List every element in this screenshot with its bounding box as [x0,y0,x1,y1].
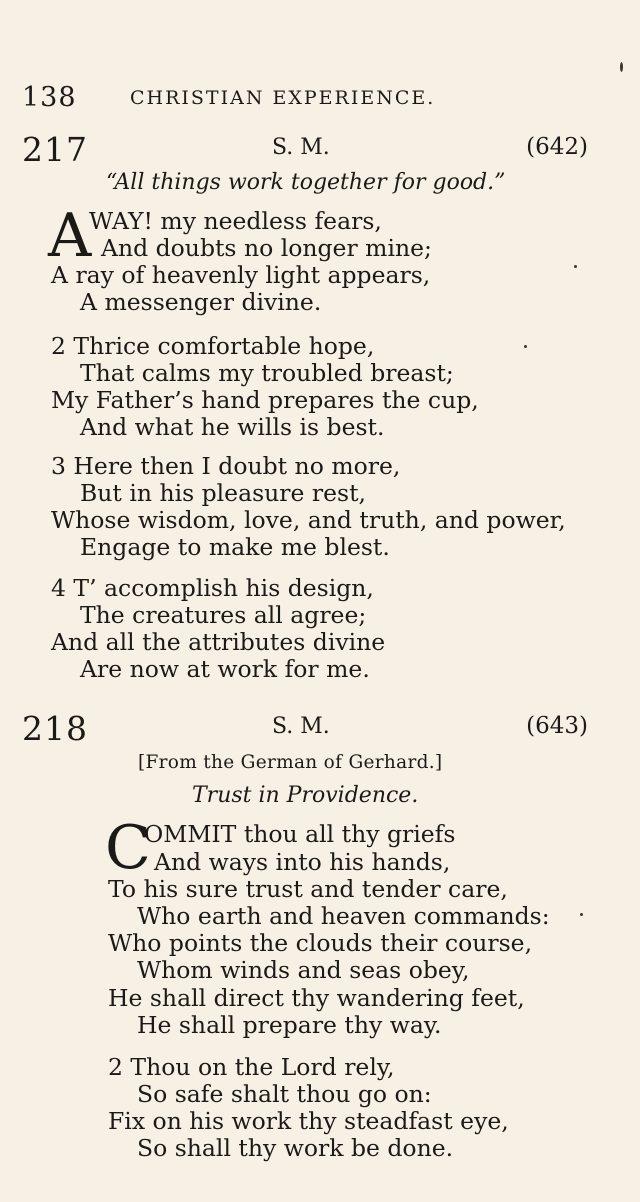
hymn-epigraph: “All things work together for good.” [106,170,506,195]
verse-line: 3 Here then I doubt no more, [51,452,401,480]
verse-line: And ways into his hands, [154,848,451,876]
hymn-meter: S. M. [272,714,330,739]
verse-line: But in his pleasure rest, [80,479,367,507]
verse-line: Engage to make me blest. [80,533,390,561]
hymn-reference: (642) [526,134,588,160]
print-speck [574,265,577,268]
verse-line: That calms my troubled breast; [80,359,454,387]
verse-line: Whom winds and seas obey, [137,956,470,984]
running-head: CHRISTIAN EXPERIENCE. [130,87,436,109]
verse-line: The creatures all agree; [80,601,367,629]
verse-line: And what he wills is best. [80,413,385,441]
verse-line: So shall thy work be done. [137,1134,454,1162]
source-note: [From the German of Gerhard.] [138,752,443,773]
hymn-217-heading [22,130,588,169]
verse-line: WAY! my needless fears, [89,207,382,235]
verse-line: 4 T’ accomplish his design, [51,574,374,602]
page-header [22,82,582,112]
drop-cap: C [105,813,151,883]
verse-line: He shall prepare thy way. [137,1011,442,1039]
hymn-reference: (643) [526,713,588,739]
hymn-meter: S. M. [272,135,330,160]
page-number: 138 [22,82,77,113]
print-speck [524,345,527,348]
verse-line: Whose wisdom, love, and truth, and power, [51,506,566,534]
verse-line: So safe shalt thou go on: [137,1080,432,1108]
verse-line: To his sure trust and tender care, [108,875,508,903]
verse-line: Who earth and heaven commands: [137,902,550,930]
verse-line: Who points the clouds their course, [108,929,533,957]
drop-cap: A [48,201,92,271]
hymn-number: 218 [22,709,88,748]
hymn-number: 217 [22,130,88,169]
verse-line: OMMIT thou all thy griefs [144,820,456,848]
verse-line: My Father’s hand prepares the cup, [51,386,479,414]
hymn-title: Trust in Providence. [192,783,419,808]
verse-line: 2 Thou on the Lord rely, [108,1053,395,1081]
verse-line: And doubts no longer mine; [101,234,432,262]
verse-line: Are now at work for me. [80,655,370,683]
verse-line: 2 Thrice comfortable hope, [51,332,375,360]
verse-line: And all the attributes divine [51,628,386,656]
verse-line: Fix on his work thy steadfast eye, [108,1107,509,1135]
hymn-218-heading [22,709,588,748]
verse-line: A messenger divine. [80,288,322,316]
print-speck [580,913,583,916]
verse-line: A ray of heavenly light appears, [51,261,431,289]
verse-line: He shall direct thy wandering feet, [108,984,525,1012]
print-speck [620,62,623,72]
